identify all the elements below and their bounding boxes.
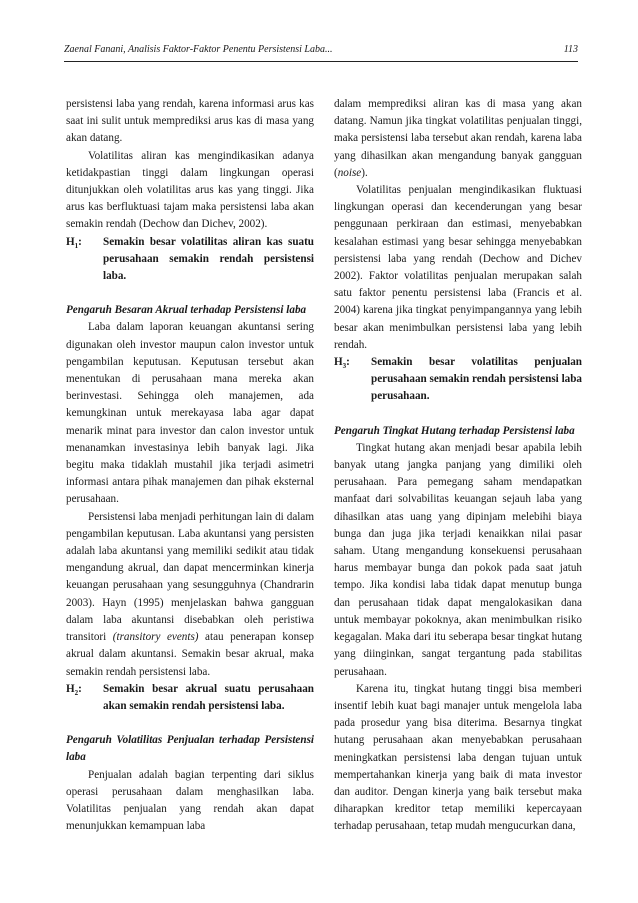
paragraph: persistensi laba yang rendah, karena informasi arus kas saat ini sulit untuk memprediksi arus kas di masa yang akan datang. (66, 98, 314, 145)
page-number: 113 (563, 44, 578, 55)
paragraph: dalam memprediksi aliran kas di masa yang akan datang. Namun jika tingkat volatilitas penjualan tinggi, maka persistensi laba tersebut akan rendah, karena laba yang dihasilkan akan mengandung banyak gangguan (noise). (334, 98, 582, 179)
paragraph: Volatilitas penjualan mengindikasikan fluktuasi lingkungan operasi dan kecenderungan yang besar penggunaan perkiraan dan estimasi, menyebabkan kesalahan estimasi yang besar sehingga menyebabkan persistensi laba yang rendah (Dechow and Dichev 2002). Faktor volatilitas penjualan merupakan salah satu faktor penentu persistensi laba (Francis et al. 2004) karena jika tingkat penyimpangannya yang lebih besar akan menimbulkan persistensi laba yang lebih rendah. (334, 184, 582, 351)
section-heading: Pengaruh Besaran Akrual terhadap Persistensi laba (66, 304, 307, 317)
running-title: Zaenal Fanani, Analisis Faktor-Faktor Penentu Persistensi Laba... (64, 44, 333, 55)
hypothesis-label: $H_3$: (334, 356, 350, 371)
right-column (334, 96, 582, 836)
hypothesis-text: Semakin besar akrual suatu perusahaan akan semakin rendah persistensi laba. (103, 682, 314, 712)
hypothesis-3 (334, 354, 582, 406)
running-header (64, 44, 578, 62)
hypothesis-2 (66, 681, 314, 715)
paragraph: Persistensi laba menjadi perhitungan lain di dalam pengambilan keputusan. Laba akuntansi yang persisten adalah laba akuntansi yang memiliki sedikit atau tidak mengandung akrual, dan dapat mencerminkan kinerja keuangan perusahaan yang sesungguhnya (Chandrarin 2003). Hayn (1995) menjelaskan bahwa gangguan dalam laba akuntansi disebabkan oleh peristiwa transitori (transitory events) atau penerapan konsep akrual dalam akuntansi. Semakin besar akrual, maka semakin rendah persistensi laba. (66, 510, 314, 678)
hypothesis-text: Semakin besar volatilitas aliran kas suatu perusahaan semakin rendah persistensi laba. (103, 235, 314, 283)
section-heading: Pengaruh Volatilitas Penjualan terhadap Persistensi laba (66, 734, 314, 764)
paragraph: Penjualan adalah bagian terpenting dari siklus operasi perusahaan dalam menghasilkan laba. Volatilitas penjualan yang rendah akan dapat menunjukkan kemampuan laba (66, 768, 314, 833)
hypothesis-label: $H_1$: (66, 235, 82, 250)
paragraph: Tingkat hutang akan menjadi besar apabila lebih banyak utang jangka panjang yang dimiliki oleh perusahaan. Para pemegang saham mendapatkan manfaat dari solvabilitas keuangan sejauh laba yang dihasilkan atas uang yang dipinjam melebihi biaya bunga dan juga jika terjadi kenaikkan nilai pasar saham. Utang mengandung konsekuensi perusahaan harus membayar bunga dan pokok pada saat jatuh tempo. Jika kondisi laba tidak dapat menutup bunga dan perusahaan tidak dapat mengalokasikan dana untuk membayar pokoknya, akan menimbulkan risiko kegagalan. Maka dari itu seberapa besar tingkat hutang yang diinginkan, sangat tergantung pada stabilitas perusahaan. (334, 441, 582, 678)
section-heading: Pengaruh Tingkat Hutang terhadap Persistensi laba (334, 424, 575, 437)
paragraph: Laba dalam laporan keuangan akuntansi sering digunakan oleh investor maupun calon investor untuk pengambilan keputusan. Keputusan tersebut akan menentukan di perusahaan mana mereka akan berinvestasi. Sehingga oleh manajemen, ada kemungkinan untuk merekayasa laba agar dapat menarik minat para investor dan calon investor untuk menanamkan investasinya lebih banyak lagi. Jika begitu maka tidaklah mustahil jika terjadi asimetri informasi antara pihak manajemen dan pihak eksternal perusahaan. (66, 321, 314, 506)
hypothesis-label: $H_2$: (66, 682, 82, 697)
hypothesis-1 (66, 234, 314, 286)
hypothesis-text: Semakin besar volatilitas penjualan perusahaan semakin rendah persistensi laba perusahaan. (371, 356, 582, 403)
paragraph: Volatilitas aliran kas mengindikasikan adanya ketidakpastian tinggi dalam lingkungan operasi ditunjukkan oleh volatilitas arus kas yang tinggi. Jika arus kas berfluktuasi tajam maka persistensi laba akan semakin rendah (Dechow dan Dichev, 2002). (66, 149, 314, 231)
paragraph: Karena itu, tingkat hutang tinggi bisa memberi insentif lebih kuat bagi manajer untuk mengelola laba pada prosedur yang bisa diterima. Besarnya tingkat hutang perusahaan akan menyebabkan perusahaan meningkatkan persistensi laba dengan tujuan untuk mempertahankan kinerja yang baik di mata investor dan auditor. Dengan kinerja yang baik tersebut maka diharapkan kreditor tetap memiliki kepercayaan terhadap perusahaan, tetap mudah mengucurkan dana, (334, 682, 582, 833)
left-column (66, 96, 314, 835)
